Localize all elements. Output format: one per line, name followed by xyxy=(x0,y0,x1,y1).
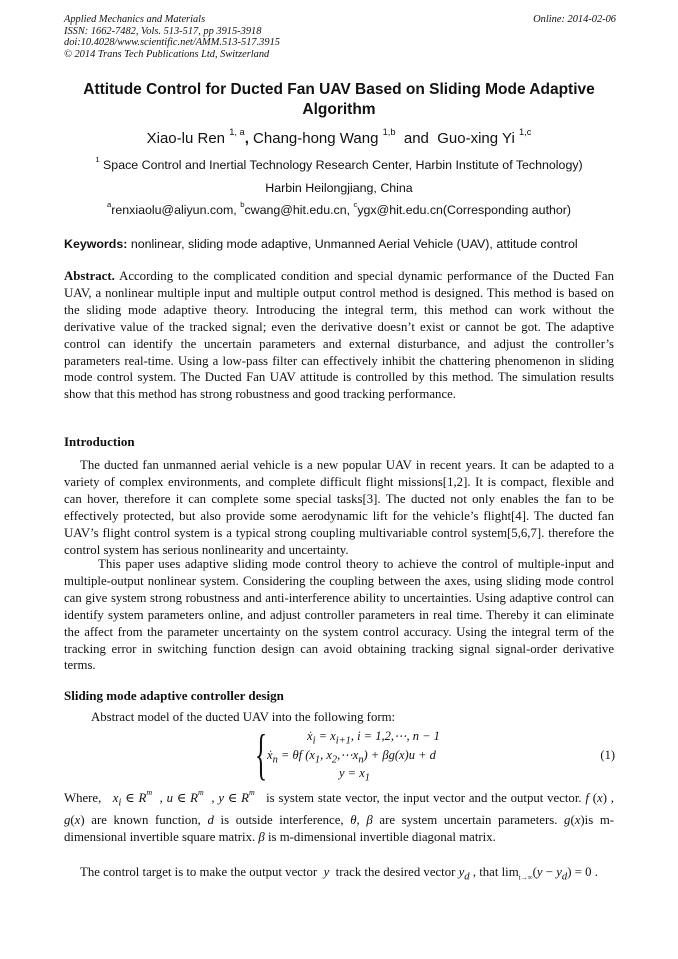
copyright-line: © 2014 Trans Tech Publications Ltd, Switzerland xyxy=(64,48,270,60)
journal-name: Applied Mechanics and Materials xyxy=(64,14,206,25)
affiliation-institute: Space Control and Inertial Technology Research Center, Harbin Institute of Technology) xyxy=(103,158,583,172)
author-and: and xyxy=(403,130,429,147)
where-interference: is outside interference, xyxy=(220,813,344,828)
keywords xyxy=(64,236,624,252)
email-c[interactable]: ygx@hit.edu.cn(Corresponding author) xyxy=(357,203,572,217)
abstract-text: According to the complicated condition and special dynamic performance of the Ducted Fan UAV, a nonlinear multiple input and multiple output control method is designed. This method is based on the sliding mode adaptive theory. Introducing the integral term, this method can work without the derivative value of the tracked signal; even the derivative doesn’t exist or cannot be got. The adaptive control can identify the uncertain parameters and external disturbance, and adjust the controller’s parameters real-time. Using a low-pass filter can effectively inhibit the chattering phenomenon in sliding mode control system. The Ducted Fan UAV attitude is controlled by this method. The simulation results show that this method has strong robustness and good tracking performance. xyxy=(64,269,615,402)
email-b-sup: b xyxy=(240,199,245,209)
where-uncertain: are system uncertain parameters. xyxy=(379,813,558,828)
intro-paragraph-2: This paper uses adaptive sliding mode control theory to achieve the control of multiple-input and multiple-output nonlinear system. Considering the coupling between the axes, using sliding mode control can give system strong robustness and anti-interference ability to uncertainties. Using adaptive control can identify system parameters online, and adjust controller parameters in real time. Thereby it can eliminate the affect from the parameter uncertainty on the system control accuracy. Using the integral term of the tracking error in switching function design can avoid obtaining tracking signal signal-order derivative terms. xyxy=(64,557,614,673)
affiliation-line-1 xyxy=(64,154,614,173)
keywords-label: Keywords: xyxy=(64,237,128,251)
abstract xyxy=(64,268,614,403)
abstract-label: Abstract. xyxy=(64,269,115,283)
equation-brace: { xyxy=(255,724,268,786)
target-text-1: The control target is to make the output vector xyxy=(80,865,318,879)
intro-paragraph-1: The ducted fan unmanned aerial vehicle is a new popular UAV in recent years. It can be adapted to a variety of complex environments, and complete difficult flight missions[1,2]. It is compact, flexible and can hover, therefore it can complete some special tasks[3]. The ducted not only enables the fan to be effectively protected, but also provide some aerodynamic lift for the vehicle’s flight[4]. The ducted fan UAV’s flight control system is a typical strong coupling multivariable control system[5,6,7]. therefore the control system has serious nonlinearity and uncertainty. xyxy=(64,458,614,557)
email-a[interactable]: renxiaolu@aliyun.com, xyxy=(111,203,241,217)
target-text-2: track the desired vector xyxy=(335,865,456,879)
author-3-affil: 1,c xyxy=(518,126,532,137)
email-a-sup: a xyxy=(106,199,112,209)
title-line-1: Attitude Control for Ducted Fan UAV Based on Sliding Mode Adaptive xyxy=(83,81,595,98)
variable-definitions: Where, $x_i$ ∈ $R^m$ , u ∈ $R^m$ , y ∈ $R^m$ is system state vector, the input vector and the output vector. f (x) , g(x) are known function, d is outside interference, θ, β are system uncertain parameters. g(x)is m-dimensional invertible square matrix. β is m-dimensional invertible diagonal matrix. xyxy=(64,787,615,845)
equation-line-2: ẋ$_n$ = θf ($x_1$, $x_2,\cdots x_n) + \beta g(x)u + d$ xyxy=(267,748,436,766)
author-1-affil: 1, a xyxy=(229,126,245,137)
where-state-vector: is system state vector, the input vector and the output vector. xyxy=(266,791,582,805)
section-heading-introduction: Introduction xyxy=(64,434,135,449)
control-target: The control target is to make the output vector y track the desired vector $y_d$ , that $\lim_{t\to\infty}(y - y_d) = 0$ . xyxy=(80,865,598,883)
title-line-2: Algorithm xyxy=(302,101,376,118)
email-b[interactable]: cwang@hit.edu.cn, xyxy=(244,203,354,217)
issn-line: ISSN: 1662-7482, Vols. 513-517, pp 3915-3918 xyxy=(64,25,262,37)
affiliation-sup: 1 xyxy=(95,154,100,164)
where-diagonal-matrix: is m-dimensional invertible diagonal matrix. xyxy=(267,830,496,845)
equation-number: (1) xyxy=(600,748,615,762)
doi-line[interactable]: doi:10.4028/www.scientific.net/AMM.513-517.3915 xyxy=(64,37,280,49)
equation-line-1: ẋ$_i$ = $x_{i+1}$, i = 1,2,⋯, n − 1 xyxy=(307,729,440,747)
author-2: Chang-hong Wang xyxy=(253,130,379,147)
keywords-text: nonlinear, sliding mode adaptive, Unmanned Aerial Vehicle (UAV), attitude control xyxy=(130,237,578,251)
journal-header xyxy=(64,14,616,60)
email-line xyxy=(64,199,614,218)
where-known-function: are known function, xyxy=(91,813,201,828)
author-2-affil: 1,b xyxy=(382,126,396,137)
author-1: Xiao-lu Ren xyxy=(146,130,226,147)
email-c-sup: c xyxy=(353,199,358,209)
online-date: Online: 2014-02-06 xyxy=(533,14,616,25)
target-text-3: , that xyxy=(472,865,499,879)
model-intro-text: Abstract model of the ducted UAV into the following form: xyxy=(91,710,396,724)
where-label: Where, xyxy=(64,791,102,805)
section-heading-sliding-mode: Sliding mode adaptive controller design xyxy=(64,688,284,703)
author-3: Guo-xing Yi xyxy=(437,130,515,147)
author-list: Xiao-lu Ren $^{1, a}$, Chang-hong Wang $^{1,b}$ and Guo-xing Yi $^{1,c}$ xyxy=(146,126,532,147)
paper-title xyxy=(64,80,614,120)
equation-line-3: $y = x_1$ xyxy=(339,766,370,784)
where-square-matrix: is m-dimensional invertible square matrix. xyxy=(64,813,615,845)
equation-1 xyxy=(255,724,615,786)
affiliation-line-2: Harbin Heilongjiang, China xyxy=(265,181,413,195)
